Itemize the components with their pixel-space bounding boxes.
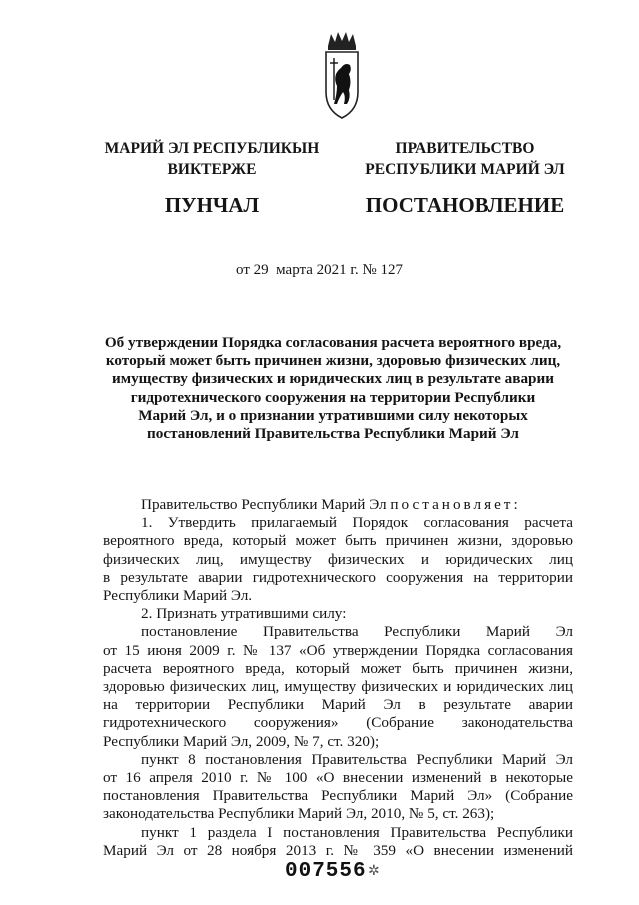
body-line: Республики Марий Эл. — [103, 587, 253, 605]
preamble-line — [103, 496, 573, 514]
body-line: 2. Признать утратившими силу: — [141, 605, 347, 623]
body-line: 1. Утвердить прилагаемый Порядок согласования расчета — [141, 514, 573, 532]
body-line: пункт 8 постановления Правительства Республики Марий Эл — [141, 750, 573, 768]
preamble: Правительство Республики Марий Эл — [141, 496, 387, 513]
document-date — [0, 262, 639, 279]
body-line: постановления Правительства Республики Марий Эл» (Собрание — [103, 787, 573, 805]
date-day: 29 — [253, 262, 269, 278]
date-rest: марта 2021 г. № — [268, 262, 381, 278]
body-line: на территории Республики Марий Эл в результате аварии — [103, 696, 573, 714]
stamp-mark-icon: ✲ — [368, 864, 380, 879]
body-line: Марий Эл от 28 ноября 2013 г. № 359 «О внесении изменений — [103, 841, 573, 859]
body-line: расчета вероятного вреда, который может быть причинен жизни, — [103, 659, 573, 677]
serial-number-stamp: 007556 — [285, 860, 367, 883]
body-line: гидротехнического сооружения» (Собрание законодательства — [103, 714, 573, 732]
body-line: законодательства Республики Марий Эл, 2010, № 5, ст. 263); — [103, 805, 495, 823]
body-line: от 15 июня 2009 г. № 137 «Об утверждении Порядка согласования — [103, 641, 573, 659]
title-line: Марий Эл, и о признании утратившими силу некоторых — [138, 406, 528, 424]
body-line: в результате аварии гидротехнического сооружения на территории — [103, 568, 573, 586]
title-line: Об утверждении Порядка согласования расчета вероятного вреда, — [104, 334, 562, 351]
body-line: постановление Правительства Республики Марий Эл — [141, 623, 573, 641]
document-number: 127 — [380, 262, 403, 278]
header-left-doc-type: ПУНЧАЛ — [164, 193, 260, 217]
document-body — [103, 496, 573, 860]
mari-el-coat-of-arms-icon — [323, 30, 361, 120]
body-line: физических лиц, имуществу физических и юридических лиц — [103, 550, 573, 568]
body-line: от 16 апреля 2010 г. № 100 «О внесении изменений в некоторые — [103, 769, 573, 787]
document-title — [100, 334, 566, 443]
resolves-word: постановляет: — [390, 496, 521, 513]
header-left — [96, 138, 328, 218]
title-line: который может быть причинен жизни, здоровью физических лиц, — [105, 352, 561, 370]
body-line: вероятного вреда, который может быть причинен жизни, здоровью — [103, 532, 573, 550]
date-prefix: от — [236, 262, 254, 278]
body-line: пункт 1 раздела I постановления Правительства Республики — [141, 823, 573, 841]
header-right-doc-type: ПОСТАНОВЛЕНИЕ — [365, 193, 565, 217]
title-line: постановлений Правительства Республики Марий Эл — [147, 425, 519, 443]
title-line: гидротехнического сооружения на территории Республики — [130, 388, 536, 406]
header-right — [362, 138, 568, 218]
body-line: здоровью физических лиц, имуществу физических и юридических лиц — [103, 678, 573, 696]
header-left-line-1: МАРИЙ ЭЛ РЕСПУБЛИКЫН — [104, 140, 320, 157]
title-line: имуществу физических и юридических лиц в результате аварии — [111, 370, 555, 388]
header-left-line-2: ВИКТЕРЖЕ — [167, 161, 257, 178]
body-line: Республики Марий Эл, 2009, № 7, ст. 320); — [103, 732, 380, 750]
header-right-line-2: РЕСПУБЛИКИ МАРИЙ ЭЛ — [365, 161, 565, 178]
header-right-line-1: ПРАВИТЕЛЬСТВО — [395, 140, 535, 157]
